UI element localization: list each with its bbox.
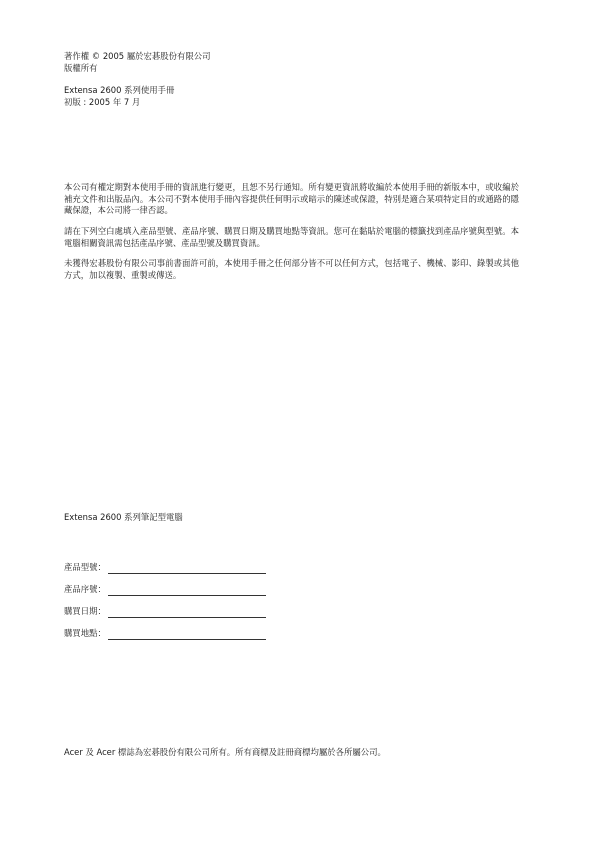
edition-block xyxy=(64,85,544,108)
form-row-model xyxy=(64,562,266,574)
edition-date: 初版 : 2005 年 7 月 xyxy=(64,96,141,107)
copyright-block xyxy=(64,51,544,74)
notice-text: 未獲得宏碁股份有限公司事前書面許可前，本使用手冊之任何部分皆不可以任何方式，包括電子、機械、影印、錄製或其他方式，加以複製、重製或傳送。 xyxy=(64,258,519,280)
copyright-line: 著作權 © 2005 屬於宏碁股份有限公司 xyxy=(64,51,211,61)
form-label: 產品型號： xyxy=(64,562,106,572)
blank-line xyxy=(108,564,266,574)
blank-line xyxy=(108,630,266,640)
notice-text: 本公司有權定期對本使用手冊的資訊進行變更，且恕不另行通知。所有變更資訊將收編於本使用手冊的新版本中，或收編於補充文件和出版品內。本公司不對本使用手冊內容提供任何明示或暗示的陳述或保證，特別是適合某項特定目的或通路的隱藏保證，本公司將一律否認。 xyxy=(64,182,519,215)
notice-paragraph-1 xyxy=(64,182,544,217)
manual-title: Extensa 2600 系列使用手冊 xyxy=(64,85,175,95)
trademark-text: Acer 及 Acer 標誌為宏碁股份有限公司所有。所有商標及註冊商標均屬於各所屬公司。 xyxy=(64,747,386,757)
notice-paragraph-2 xyxy=(64,226,544,249)
rights-reserved-line: 版權所有 xyxy=(64,62,98,73)
form-row-serial xyxy=(64,584,266,596)
notice-text: 請在下列空白處填入產品型號、產品序號、購買日期及購買地點等資訊。您可在黏貼於電腦的標籤找到產品序號與型號。本電腦相關資訊需包括產品序號、產品型號及購買資訊。 xyxy=(64,226,519,248)
form-label: 產品序號： xyxy=(64,584,106,594)
blank-line xyxy=(108,586,266,596)
product-title-block xyxy=(64,512,544,524)
notice-paragraph-3 xyxy=(64,258,544,281)
form-label: 購買日期： xyxy=(64,606,106,616)
form-label: 購買地點： xyxy=(64,628,106,638)
trademark-block xyxy=(64,747,544,759)
product-title: Extensa 2600 系列筆記型電腦 xyxy=(64,512,183,522)
form-row-purchase-date xyxy=(64,606,266,618)
form-row-purchase-place xyxy=(64,628,266,640)
blank-line xyxy=(108,608,266,618)
